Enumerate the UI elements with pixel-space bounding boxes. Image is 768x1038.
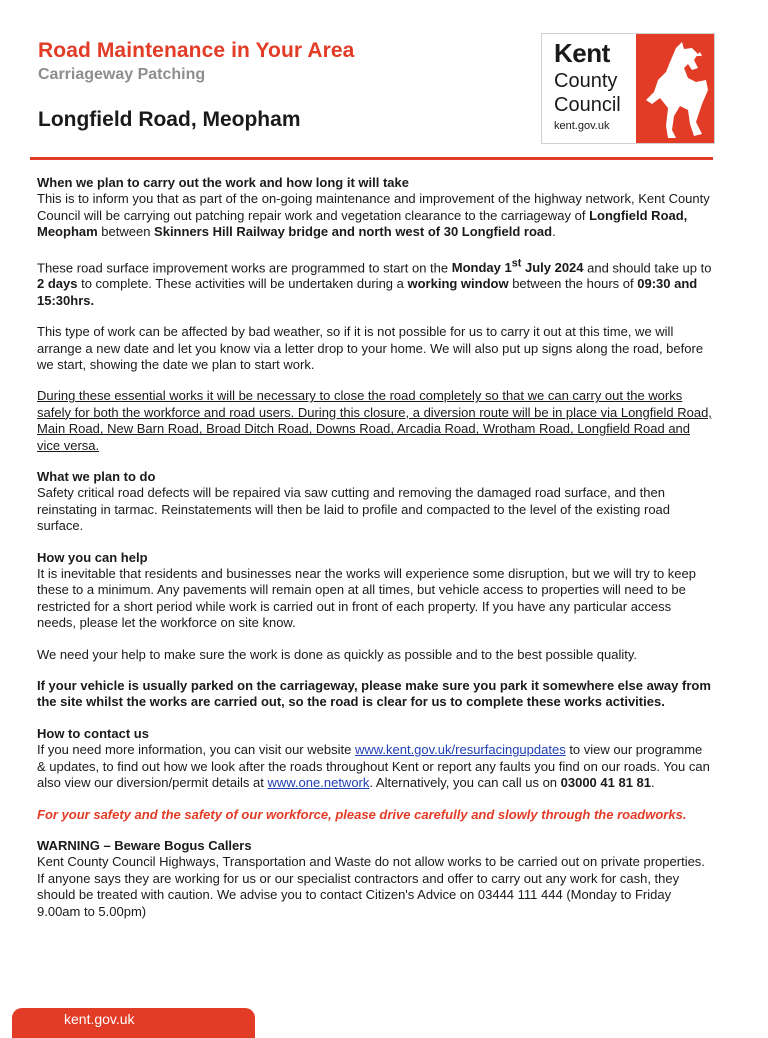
letter-body xyxy=(37,175,713,920)
safety-notice: For your safety and the safety of our workforce, please drive carefully and slowly through the roadworks. xyxy=(37,806,687,822)
duration: 2 days xyxy=(37,276,78,292)
location-title: Longfield Road, Meopham xyxy=(38,108,301,131)
kcc-logo xyxy=(541,33,715,144)
working-hours: 09:30 and 15:30hrs. xyxy=(37,276,698,308)
text-run: to view our programme & updates, to find out how we look after the roads throughout Kent or report any faults you find on our roads. You can also view our diversion/permit details at xyxy=(37,742,710,791)
when-paragraph-3: This type of work can be affected by bad weather, so if it is not possible for us to carry it out at this time, we will arrange a new date and let you know via a letter drop to your home. We will also put up signs along the road, before we start, showing the date we plan to start work. xyxy=(37,324,704,372)
page-subtitle: Carriageway Patching xyxy=(38,66,206,83)
white-horse-icon xyxy=(636,34,714,143)
footer-tab xyxy=(12,1008,255,1038)
section-heading-when: When we plan to carry out the work and how long it will take xyxy=(37,175,409,190)
when-paragraph-1 xyxy=(37,191,713,240)
date-suffix: st xyxy=(511,257,522,270)
text-run: . xyxy=(552,224,556,240)
page-title: Road Maintenance in Your Area xyxy=(38,39,355,62)
working-window: working window xyxy=(407,276,509,292)
one-network-link[interactable]: www.one.network xyxy=(267,775,370,791)
when-paragraph-2 xyxy=(37,256,713,310)
section-heading-help: How you can help xyxy=(37,549,148,565)
section-heading-contact: How to contact us xyxy=(37,725,149,741)
text-run: between the hours of xyxy=(508,276,638,292)
text-run: July 2024 xyxy=(521,259,584,275)
what-paragraph: Safety critical road defects will be repaired via saw cutting and removing the damaged road surface, and then reinstating in tarmac. Reinstatements will then be laid to profile and compacted to the level of the existing road surface. xyxy=(37,485,671,534)
logo-line-council: Council xyxy=(554,94,621,116)
road-name: Longfield Road, Meopham xyxy=(37,207,688,240)
logo-wordmark xyxy=(542,34,634,143)
footer-url: kent.gov.uk xyxy=(64,1011,135,1027)
section-heading-warning: WARNING – Beware Bogus Callers xyxy=(37,837,252,853)
text-run: If you need more information, you can visit our website xyxy=(37,742,355,758)
text-run: . Alternatively, you can call us on xyxy=(369,775,561,791)
work-extent: Skinners Hill Railway bridge and north west of 30 Longfield road xyxy=(154,224,553,240)
closure-paragraph: During these essential works it will be necessary to close the road completely so that we can carry out the works safely for both the workforce and road users. During this closure, a diversion route will be in place via Longfield Road, Main Road, New Barn Road, Broad Ditch Road, Downs Road, Arcadia Road, Wrotham Road, Longfield Road and vice versa. xyxy=(37,388,712,453)
text-run: between xyxy=(97,224,155,240)
text-run: and should take up to xyxy=(583,259,712,275)
text-run: . xyxy=(651,775,655,791)
start-date xyxy=(451,257,584,275)
section-heading-what: What we plan to do xyxy=(37,469,156,485)
text-run: This is to inform you that as part of the on-going maintenance and improvement of the highway network, Kent County Council will be carrying out patching repair work and vegetation clearance to the carriageway of xyxy=(37,191,710,223)
header-divider xyxy=(30,157,713,160)
letter-header xyxy=(0,0,768,165)
contact-paragraph xyxy=(37,742,713,791)
text-run: to complete. These activities will be undertaken during a xyxy=(77,276,408,292)
warning-paragraph: Kent County Council Highways, Transportation and Waste do not allow works to be carried out on private properties. If anyone says they are working for us or our specialist contractors and offer to carry out any work for cash, they should be treated with caution. We advise you to contact Citizen's Advice on 03444 111 444 (Monday to Friday 9.00am to 5.00pm) xyxy=(37,854,705,919)
parking-notice: If your vehicle is usually parked on the carriageway, please make sure you park it somewhere else away from the site whilst the works are carried out, so the road is clear for us to complete these works activities. xyxy=(37,678,711,710)
text-run: Monday 1 xyxy=(451,259,512,275)
contact-phone: 03000 41 81 81 xyxy=(560,775,652,791)
logo-line-county: County xyxy=(554,70,618,92)
logo-line-kent: Kent xyxy=(554,38,610,68)
resurfacing-updates-link[interactable]: www.kent.gov.uk/resurfacingupdates xyxy=(354,742,566,758)
help-paragraph-2: We need your help to make sure the work is done as quickly as possible and to the best possible quality. xyxy=(37,646,638,662)
logo-url: kent.gov.uk xyxy=(554,120,610,132)
text-run: These road surface improvement works are programmed to start on the xyxy=(37,259,452,275)
help-paragraph-1: It is inevitable that residents and businesses near the works will experience some disruption, but we will try to keep these to a minimum. Any pavements will remain open at all times, but vehicle access to properties will need to be restricted for a short period while work is carried out in front of each property. If you have any particular access needs, please let the workforce on site know. xyxy=(37,566,696,631)
